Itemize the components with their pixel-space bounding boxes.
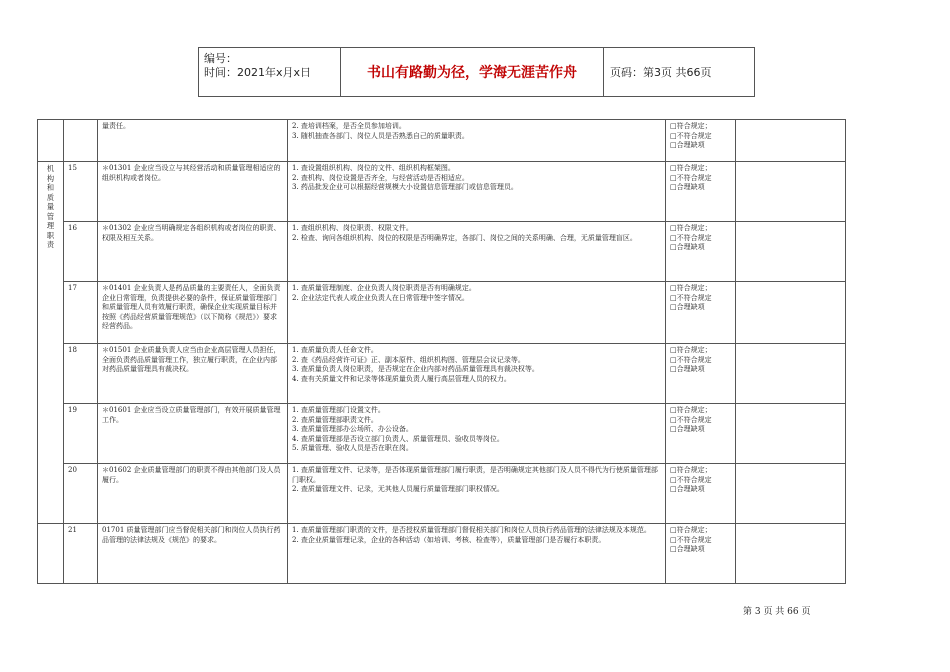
result-options[interactable]	[666, 162, 736, 222]
result-checkbox[interactable]: □符合规定；	[670, 346, 712, 354]
method-line: 4. 查质量管理部是否设立部门负责人、质量管理员、验收员等岗位。	[292, 434, 504, 443]
method-line: 1. 查设置组织机构、岗位的文件、组织机构框架图。	[292, 164, 455, 172]
method-line: 2. 查机构、岗位设置是否齐全，与经营活动是否相适应。	[292, 173, 469, 182]
item-number	[64, 120, 98, 162]
result-checkbox[interactable]: □合理缺项	[670, 485, 705, 493]
table-row	[38, 222, 846, 282]
item-number: 19	[64, 404, 98, 464]
method-line: 1. 查质量管理部门设置文件。	[292, 406, 385, 414]
result-checkbox[interactable]: □合理缺项	[670, 545, 705, 553]
inspection-table	[37, 119, 846, 584]
category-cell	[38, 120, 64, 162]
method-line: 2. 查质量管理部职责文件。	[292, 415, 378, 424]
method-line: 3. 查质量负责人岗位职责，是否规定在企业内部对药品质量管理具有裁决权等。	[292, 365, 539, 373]
method-line: 2. 查质量管理文件、记录，无其他人员履行质量管理部门职权情况。	[292, 485, 504, 493]
remarks-cell	[736, 464, 846, 524]
item-number: 18	[64, 344, 98, 404]
result-checkbox[interactable]: □符合规定；	[670, 122, 712, 130]
method-line: 3. 查质量管理部办公场所、办公设备。	[292, 425, 413, 433]
method-line: 5. 质量管理、验收人员是否在职在岗。	[292, 444, 413, 452]
remarks-cell	[736, 344, 846, 404]
requirement-text: ＊01601 企业应当设立质量管理部门，有效开展质量管理工作。	[98, 404, 288, 464]
table-row	[38, 524, 846, 584]
method-line: 2. 查培训档案，是否全员参加培训。	[292, 122, 406, 130]
result-checkbox[interactable]: □合理缺项	[670, 303, 705, 311]
item-number: 21	[64, 524, 98, 584]
requirement-text: 01701 质量管理部门应当督促相关部门和岗位人员执行药品管理的法律法规及《规范》的要求。	[98, 524, 288, 584]
result-checkbox[interactable]: □合理缺项	[670, 183, 705, 191]
method-line: 2. 查企业质量管理记录，企业的各种活动（如培训、考核、检查等），质量管理部门是否履行本职责。	[292, 535, 606, 544]
result-options[interactable]	[666, 464, 736, 524]
result-checkbox[interactable]: □符合规定；	[670, 466, 712, 474]
method-line: 4. 查有关质量文件和记录等体现质量负责人履行高层管理人员的权力。	[292, 374, 511, 383]
result-checkbox[interactable]: □合理缺项	[670, 243, 705, 251]
result-checkbox[interactable]: □符合规定；	[670, 284, 712, 292]
remarks-cell	[736, 404, 846, 464]
requirement-text: ＊01602 企业质量管理部门的职责不得由其他部门及人员履行。	[98, 464, 288, 524]
method-line: 1. 查组织机构、岗位职责、权限文件。	[292, 224, 413, 232]
category-label: 机构和质量管理职责	[46, 164, 55, 249]
motto: 书山有路勤为径，学海无涯苦作舟	[341, 48, 604, 96]
result-checkbox[interactable]: □不符合规定	[670, 233, 712, 242]
remarks-cell	[736, 162, 846, 222]
remarks-cell	[736, 222, 846, 282]
inspection-methods	[288, 464, 666, 524]
requirement-text: ＊01501 企业质量负责人应当由企业高层管理人员担任，全面负责药品质量管理工作，独立履行职责，在企业内部对药品质量管理具有裁决权。	[98, 344, 288, 404]
method-line: 3. 随机抽查各部门、岗位人员是否熟悉自己的质量职责。	[292, 131, 469, 140]
result-checkbox[interactable]: □不符合规定	[670, 475, 712, 484]
method-line: 1. 查质量管理部门职责的文件，是否授权质量管理部门督促相关部门和岗位人员执行药品管理的法律法规及本规范。	[292, 526, 651, 534]
result-checkbox[interactable]: □不符合规定	[670, 415, 712, 424]
method-line: 1. 查质量管理制度、企业负责人岗位职责是否有明确规定。	[292, 284, 476, 292]
result-checkbox[interactable]: □符合规定；	[670, 526, 712, 534]
item-number: 15	[64, 162, 98, 222]
result-checkbox[interactable]: □不符合规定	[670, 131, 712, 140]
inspection-methods	[288, 162, 666, 222]
result-checkbox[interactable]: □符合规定；	[670, 224, 712, 232]
table-row	[38, 464, 846, 524]
requirement-text: 量责任。	[98, 120, 288, 162]
table-row	[38, 120, 846, 162]
inspection-methods	[288, 344, 666, 404]
method-line: 3. 药品批发企业可以根据经营规模大小设置信息管理部门或信息管理员。	[292, 183, 518, 191]
result-options[interactable]	[666, 222, 736, 282]
result-checkbox[interactable]: □符合规定；	[670, 406, 712, 414]
requirement-text: ＊01401 企业负责人是药品质量的主要责任人，全面负责企业日常管理，负责提供必要的条件，保证质量管理部门和质量管理人员有效履行职责，确保企业实现质量目标并按照《药品经营质量管理规范》（以下简称《规范》）要求经营药品。	[98, 282, 288, 344]
table-row	[38, 282, 846, 344]
result-options[interactable]	[666, 344, 736, 404]
item-number: 20	[64, 464, 98, 524]
table-row	[38, 404, 846, 464]
number-label: 编号：	[204, 52, 237, 65]
category-cell	[38, 162, 64, 524]
result-checkbox[interactable]: □合理缺项	[670, 365, 705, 373]
result-checkbox[interactable]: □合理缺项	[670, 141, 705, 149]
method-line: 1. 查质量管理文件、记录等，是否体现质量管理部门履行职责，是否明确规定其他部门及人员不得代为行使质量管理部门职权。	[292, 466, 658, 484]
result-checkbox[interactable]: □合理缺项	[670, 425, 705, 433]
method-line: 1. 查质量负责人任命文件。	[292, 346, 378, 354]
inspection-methods	[288, 404, 666, 464]
inspection-methods	[288, 282, 666, 344]
result-options[interactable]	[666, 404, 736, 464]
remarks-cell	[736, 282, 846, 344]
remarks-cell	[736, 120, 846, 162]
time-label: 时间：2021年x月x日	[204, 66, 312, 79]
requirement-text: ＊01302 企业应当明确规定各组织机构或者岗位的职责、权限及相互关系。	[98, 222, 288, 282]
page-label: 页码：第3页 共66页	[610, 66, 712, 79]
result-checkbox[interactable]: □不符合规定	[670, 355, 712, 364]
header-meta	[199, 48, 341, 96]
item-number: 17	[64, 282, 98, 344]
result-options[interactable]	[666, 282, 736, 344]
table-row	[38, 162, 846, 222]
inspection-methods	[288, 524, 666, 584]
result-options[interactable]	[666, 524, 736, 584]
inspection-methods	[288, 222, 666, 282]
method-line: 2. 查《药品经营许可证》正、副本原件、组织机构图、管理层会议记录等。	[292, 355, 525, 364]
category-cell	[38, 524, 64, 584]
remarks-cell	[736, 524, 846, 584]
result-checkbox[interactable]: □不符合规定	[670, 535, 712, 544]
result-options[interactable]	[666, 120, 736, 162]
result-checkbox[interactable]: □符合规定；	[670, 164, 712, 172]
result-checkbox[interactable]: □不符合规定	[670, 173, 712, 182]
result-checkbox[interactable]: □不符合规定	[670, 293, 712, 302]
page-header	[198, 47, 755, 97]
item-number: 16	[64, 222, 98, 282]
page-footer: 第 3 页 共 66 页	[743, 607, 811, 617]
method-line: 2. 企业法定代表人或企业负责人在日常管理中签字情况。	[292, 293, 469, 302]
method-line: 2. 检查、询问各组织机构、岗位的权限是否明确界定，各部门、岗位之间的关系明确、合理，无质量管理盲区。	[292, 233, 637, 242]
table-row	[38, 344, 846, 404]
inspection-methods	[288, 120, 666, 162]
requirement-text: ＊01301 企业应当设立与其经营活动和质量管理相适应的组织机构或者岗位。	[98, 162, 288, 222]
